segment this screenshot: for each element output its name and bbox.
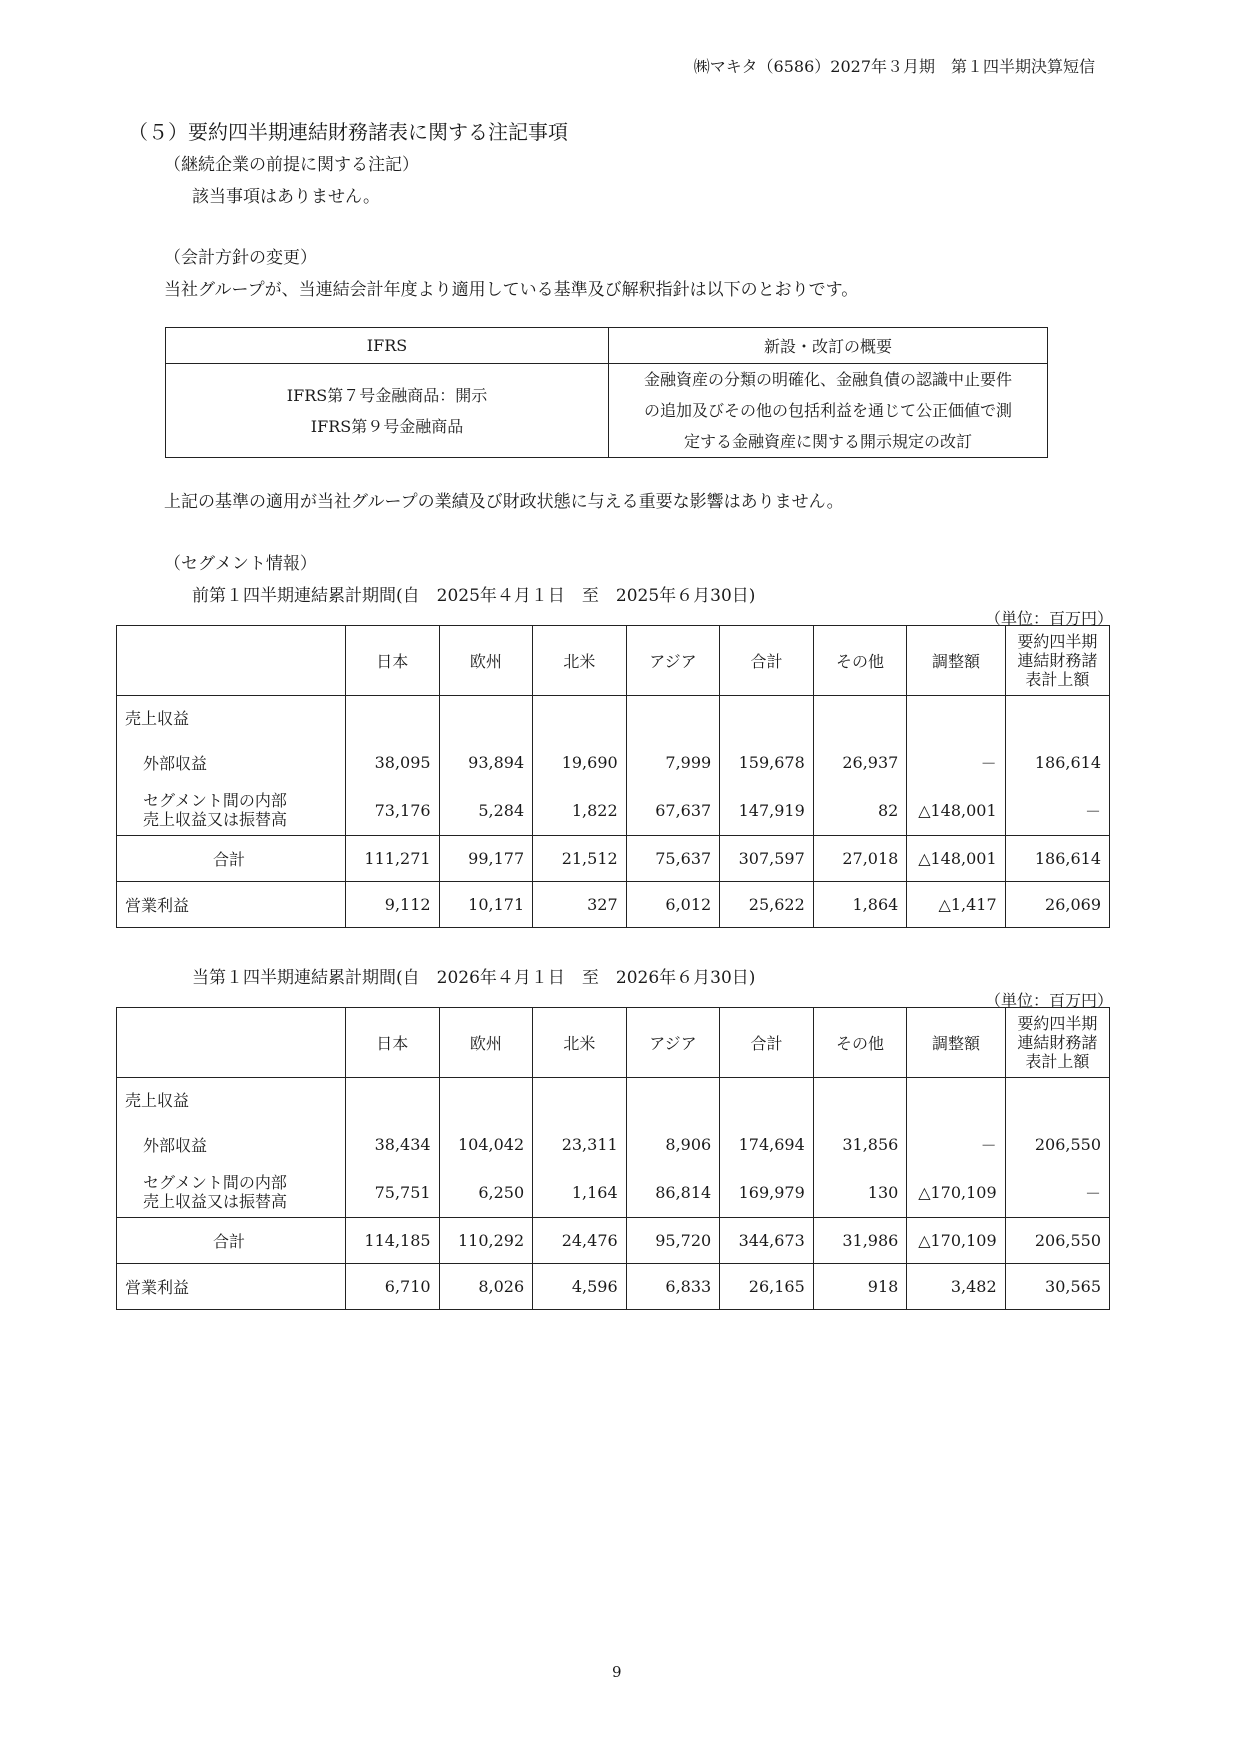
value-cell: 104,042 xyxy=(439,1122,533,1168)
page-header: ㈱マキタ（6586）2027年３月期 第１四半期決算短信 xyxy=(693,57,1095,76)
value-cell: 82 xyxy=(813,786,907,836)
row-label-inter xyxy=(117,1168,346,1218)
value-cell: 6,012 xyxy=(626,882,720,928)
value-cell: 8,026 xyxy=(439,1264,533,1310)
ifrs-col-header: IFRS xyxy=(166,328,609,364)
value-cell: 93,894 xyxy=(439,740,533,786)
value-cell: 99,177 xyxy=(439,836,533,882)
value-cell: 918 xyxy=(813,1264,907,1310)
value-cell: 111,271 xyxy=(346,836,440,882)
policy-intro: 当社グループが、当連結会計年度より適用している基準及び解釈指針は以下のとおりです。 xyxy=(164,280,859,300)
col-header: その他 xyxy=(813,626,907,696)
value-cell: 8,906 xyxy=(626,1122,720,1168)
row-label-external: 外部収益 xyxy=(117,1122,346,1168)
value-cell: 169,979 xyxy=(720,1168,814,1218)
going-concern-heading: （継続企業の前提に関する注記） xyxy=(164,155,419,175)
table-row xyxy=(117,1218,1110,1264)
row-label-line: 売上収益又は振替高 xyxy=(143,1192,288,1212)
col-header-total xyxy=(1005,626,1109,696)
value-cell: 95,720 xyxy=(626,1218,720,1264)
col-header-line: 要約四半期 xyxy=(1017,632,1098,651)
table-row xyxy=(117,786,1110,836)
col-header: 欧州 xyxy=(439,1008,533,1078)
standards-cell xyxy=(166,364,609,458)
value-cell: 25,622 xyxy=(720,882,814,928)
value-cell: － xyxy=(907,740,1005,786)
unit-label: （単位：百万円） xyxy=(984,991,1113,1010)
row-label-inter xyxy=(117,786,346,836)
value-cell: 1,164 xyxy=(533,1168,627,1218)
value-cell: △148,001 xyxy=(907,836,1005,882)
value-cell: 206,550 xyxy=(1005,1122,1109,1168)
col-header: アジア xyxy=(626,1008,720,1078)
summary-line: 定する金融資産に関する開示規定の改訂 xyxy=(683,432,972,451)
value-cell: 31,986 xyxy=(813,1218,907,1264)
value-cell: 5,284 xyxy=(439,786,533,836)
value-cell: 75,751 xyxy=(346,1168,440,1218)
summary-line: 金融資産の分類の明確化、金融負債の認識中止要件 xyxy=(643,370,1012,389)
col-header: 合計 xyxy=(720,626,814,696)
value-cell: 186,614 xyxy=(1005,836,1109,882)
policy-note: 上記の基準の適用が当社グループの業績及び財政状態に与える重要な影響はありません。 xyxy=(164,492,844,512)
value-cell: － xyxy=(1005,786,1109,836)
table-row xyxy=(117,740,1110,786)
value-cell: 110,292 xyxy=(439,1218,533,1264)
value-cell: 19,690 xyxy=(533,740,627,786)
segment-heading: （セグメント情報） xyxy=(164,554,317,574)
col-header: 合計 xyxy=(720,1008,814,1078)
row-label-revenue: 売上収益 xyxy=(117,696,346,740)
value-cell: 7,999 xyxy=(626,740,720,786)
value-cell: 23,311 xyxy=(533,1122,627,1168)
col-header-line: 要約四半期 xyxy=(1017,1014,1098,1033)
col-header: 北米 xyxy=(533,626,627,696)
value-cell: 147,919 xyxy=(720,786,814,836)
value-cell: 30,565 xyxy=(1005,1264,1109,1310)
row-label-total: 合計 xyxy=(117,1218,346,1264)
curr-period-label: 当第１四半期連結累計期間(自 2026年４月１日 至 2026年６月30日) xyxy=(192,968,756,988)
value-cell: － xyxy=(1005,1168,1109,1218)
col-header-line: 連結財務諸 xyxy=(1017,651,1098,670)
col-header: アジア xyxy=(626,626,720,696)
value-cell: 1,864 xyxy=(813,882,907,928)
col-header: その他 xyxy=(813,1008,907,1078)
value-cell: 24,476 xyxy=(533,1218,627,1264)
table-row xyxy=(117,882,1110,928)
standard-ifrs7: IFRS第７号金融商品：開示 xyxy=(286,385,488,405)
going-concern-text: 該当事項はありません。 xyxy=(192,187,381,207)
corner-cell xyxy=(117,1008,346,1078)
col-header: 調整額 xyxy=(907,1008,1005,1078)
value-cell: 10,171 xyxy=(439,882,533,928)
value-cell: 26,165 xyxy=(720,1264,814,1310)
col-header-line: 表計上額 xyxy=(1025,1052,1090,1071)
col-header: 調整額 xyxy=(907,626,1005,696)
value-cell: 4,596 xyxy=(533,1264,627,1310)
table-row xyxy=(117,1168,1110,1218)
col-header: 日本 xyxy=(346,626,440,696)
value-cell: 159,678 xyxy=(720,740,814,786)
value-cell: 186,614 xyxy=(1005,740,1109,786)
value-cell: 206,550 xyxy=(1005,1218,1109,1264)
col-header: 日本 xyxy=(346,1008,440,1078)
value-cell: 6,833 xyxy=(626,1264,720,1310)
value-cell: 174,694 xyxy=(720,1122,814,1168)
value-cell: 67,637 xyxy=(626,786,720,836)
segment-table-curr xyxy=(116,1007,1110,1310)
row-label-external: 外部収益 xyxy=(117,740,346,786)
unit-label: （単位：百万円） xyxy=(984,609,1113,628)
value-cell: 344,673 xyxy=(720,1218,814,1264)
prev-period-label: 前第１四半期連結累計期間(自 2025年４月１日 至 2025年６月30日) xyxy=(192,586,756,606)
col-header: 欧州 xyxy=(439,626,533,696)
row-label-line: 売上収益又は振替高 xyxy=(143,810,288,830)
summary-cell xyxy=(609,364,1048,458)
row-label-op: 営業利益 xyxy=(117,1264,346,1310)
page-number: 9 xyxy=(612,1663,622,1681)
value-cell: △1,417 xyxy=(907,882,1005,928)
summary-line: の追加及びその他の包括利益を通じて公正価値で測 xyxy=(643,401,1012,420)
value-cell: 31,856 xyxy=(813,1122,907,1168)
table-row xyxy=(117,1264,1110,1310)
table-row xyxy=(117,1122,1110,1168)
value-cell: 75,637 xyxy=(626,836,720,882)
standard-ifrs9: IFRS第９号金融商品 xyxy=(310,416,464,436)
value-cell: △148,001 xyxy=(907,786,1005,836)
value-cell: △170,109 xyxy=(907,1218,1005,1264)
col-header: 北米 xyxy=(533,1008,627,1078)
value-cell: 307,597 xyxy=(720,836,814,882)
table-row xyxy=(117,836,1110,882)
value-cell: △170,109 xyxy=(907,1168,1005,1218)
col-header-line: 表計上額 xyxy=(1025,670,1090,689)
value-cell: 38,095 xyxy=(346,740,440,786)
value-cell: 6,710 xyxy=(346,1264,440,1310)
row-label-line: セグメント間の内部 xyxy=(143,791,287,811)
value-cell: 73,176 xyxy=(346,786,440,836)
corner-cell xyxy=(117,626,346,696)
row-label-total: 合計 xyxy=(117,836,346,882)
value-cell: 21,512 xyxy=(533,836,627,882)
policy-heading: （会計方針の変更） xyxy=(164,248,317,268)
section-title: （５）要約四半期連結財務諸表に関する注記事項 xyxy=(128,120,568,144)
value-cell: 1,822 xyxy=(533,786,627,836)
row-label-op: 営業利益 xyxy=(117,882,346,928)
row-label-revenue: 売上収益 xyxy=(117,1078,346,1122)
value-cell: 38,434 xyxy=(346,1122,440,1168)
value-cell: 26,069 xyxy=(1005,882,1109,928)
value-cell: 86,814 xyxy=(626,1168,720,1218)
value-cell: 3,482 xyxy=(907,1264,1005,1310)
value-cell: － xyxy=(907,1122,1005,1168)
col-header-line: 連結財務諸 xyxy=(1017,1033,1098,1052)
value-cell: 26,937 xyxy=(813,740,907,786)
value-cell: 9,112 xyxy=(346,882,440,928)
ifrs-table xyxy=(165,327,1048,458)
col-header-total xyxy=(1005,1008,1109,1078)
value-cell: 327 xyxy=(533,882,627,928)
value-cell: 27,018 xyxy=(813,836,907,882)
value-cell: 6,250 xyxy=(439,1168,533,1218)
segment-table-prev xyxy=(116,625,1110,928)
value-cell: 114,185 xyxy=(346,1218,440,1264)
row-label-line: セグメント間の内部 xyxy=(143,1173,287,1193)
summary-col-header: 新設・改訂の概要 xyxy=(609,328,1048,364)
value-cell: 130 xyxy=(813,1168,907,1218)
